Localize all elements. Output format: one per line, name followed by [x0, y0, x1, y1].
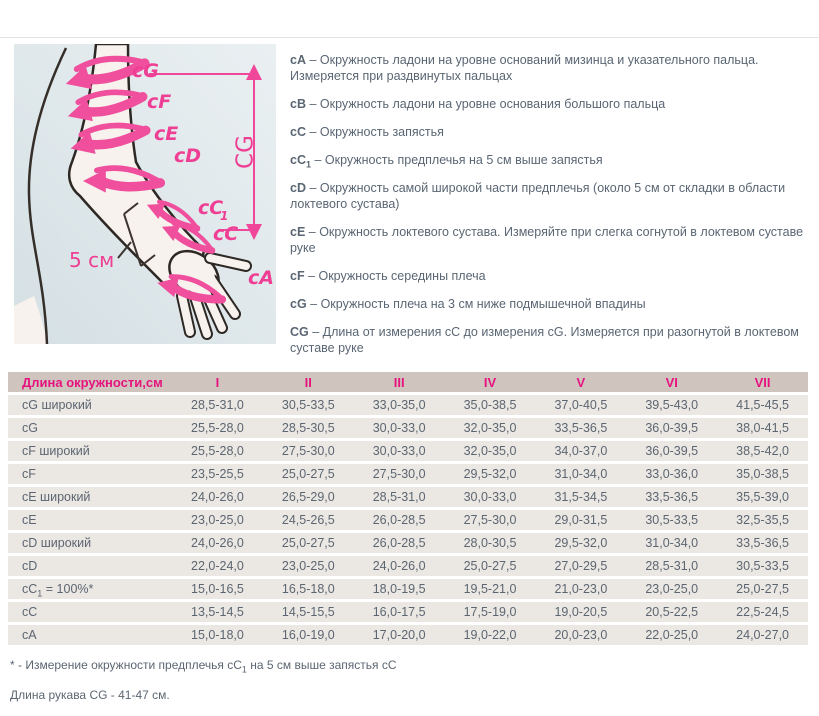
- divider: [0, 37, 819, 38]
- row-label: cF: [22, 467, 36, 481]
- size-cell: 32,0-35,0: [463, 421, 517, 435]
- size-cell: 39,5-43,0: [645, 398, 699, 412]
- size-column-header: VI: [665, 374, 678, 390]
- size-cell: 38,5-42,0: [736, 444, 789, 458]
- label-cg: cG: [132, 60, 159, 82]
- measurement-description: cA – Окружность ладони на уровне оснований мизинца и указательного пальца. Измеряется при раздвинутых пальцах: [290, 53, 759, 83]
- table-row: [8, 487, 808, 507]
- row-label: cG широкий: [22, 398, 92, 412]
- size-cell: 23,0-25,0: [645, 582, 699, 596]
- size-cell: 27,5-30,0: [372, 467, 426, 481]
- size-column-header: V: [576, 374, 586, 390]
- label-cf: cF: [147, 91, 172, 113]
- measurement-description: CG – Длина от измерения сС до измерения сG. Измеряется при разогнутой в локтевом суставе руке: [290, 325, 799, 355]
- measurement-description: $cC_1$ – Окружность предплечья на 5 см выше запястья: [290, 153, 603, 170]
- size-cell: 32,0-35,0: [463, 444, 517, 458]
- size-cell: 19,5-21,0: [463, 582, 517, 596]
- size-cell: 41,5-45,5: [736, 398, 789, 412]
- size-column-header: II: [304, 374, 312, 390]
- row-label: $cC_1 = 100\%*$: [22, 582, 94, 599]
- size-cell: 22,0-25,0: [645, 628, 699, 642]
- footnote-asterisk-text: * - Измерение окружности предплечья сС: [10, 658, 242, 672]
- size-cell: 22,0-24,0: [191, 559, 244, 573]
- table-row: [8, 533, 808, 553]
- measurement-description: cD – Окружность самой широкой части предплечья (около 5 см от складки в области локтевого сустава): [290, 181, 786, 211]
- size-cell: 27,5-30,0: [281, 444, 335, 458]
- size-cell: 25,0-27,5: [463, 559, 517, 573]
- size-cell: 24,0-26,0: [372, 559, 426, 573]
- size-cell: 30,0-33,0: [372, 421, 426, 435]
- size-column-header: IV: [483, 374, 497, 390]
- measurement-description: cE – Окружность локтевого сустава. Измеряйте при слегка согнутой в локтевом суставе руке: [290, 225, 804, 255]
- table-row: [8, 625, 808, 645]
- footnote-asterisk-text2: на 5 см выше запястья сС: [246, 658, 397, 672]
- size-column-header: VII: [754, 374, 771, 390]
- size-cell: 14,5-15,5: [281, 605, 335, 619]
- five-cm-label: 5 см: [69, 248, 115, 272]
- label-ce: cE: [154, 123, 179, 145]
- size-cell: 16,5-18,0: [281, 582, 335, 596]
- footnote-asterisk-sub: 1: [241, 664, 247, 675]
- measurement-term: CG: [290, 325, 309, 339]
- size-cell: 22,5-24,5: [736, 605, 789, 619]
- size-cell: 26,5-29,0: [281, 490, 335, 504]
- table-row: [8, 510, 808, 530]
- measurement-description: cG – Окружность плеча на 3 см ниже подмышечной впадины: [290, 297, 646, 311]
- row-label: cD: [22, 559, 38, 573]
- size-cell: 31,0-34,0: [645, 536, 699, 550]
- size-cell: 20,0-23,0: [554, 628, 608, 642]
- size-cell: 29,5-32,0: [554, 536, 608, 550]
- size-cell: 19,0-22,0: [463, 628, 517, 642]
- size-cell: 25,0-27,5: [281, 467, 335, 481]
- table-header-row: [8, 372, 808, 392]
- size-cell: 25,0-27,5: [736, 582, 789, 596]
- size-cell: 25,5-28,0: [191, 421, 244, 435]
- size-cell: 20,5-22,5: [645, 605, 699, 619]
- size-cell: 27,5-30,0: [463, 513, 517, 527]
- cg-length-label: CG: [232, 135, 259, 169]
- arm-measurement-diagram: [14, 44, 276, 344]
- size-cell: 33,0-36,0: [645, 467, 699, 481]
- size-cell: 28,0-30,5: [463, 536, 517, 550]
- row-label: cG: [22, 421, 38, 435]
- label-cc1: cC: [198, 197, 224, 219]
- size-cell: 28,5-31,0: [191, 398, 244, 412]
- size-cell: 17,5-19,0: [463, 605, 517, 619]
- row-label: cA: [22, 628, 37, 642]
- size-cell: 18,0-19,5: [372, 582, 426, 596]
- measurement-term: cE: [290, 225, 306, 239]
- measurement-description: cF – Окружность середины плеча: [290, 269, 486, 283]
- size-cell: 23,5-25,5: [191, 467, 244, 481]
- row-label: cC: [22, 605, 38, 619]
- size-cell: 28,5-30,5: [281, 421, 335, 435]
- label-ca: cA: [248, 267, 274, 289]
- table-row: [8, 464, 808, 484]
- size-cell: 15,0-16,5: [191, 582, 244, 596]
- size-column-header: I: [215, 374, 220, 390]
- measurement-term: cC: [290, 125, 306, 139]
- size-cell: 30,0-33,0: [372, 444, 426, 458]
- measurement-term: cD: [290, 181, 306, 195]
- size-cell: 30,5-33,5: [736, 559, 789, 573]
- measurement-term: $cC_1$: [290, 153, 311, 170]
- measurement-descriptions: [290, 52, 812, 368]
- table-row: [8, 602, 808, 622]
- size-cell: 24,0-26,0: [191, 490, 244, 504]
- size-cell: 21,0-23,0: [554, 582, 608, 596]
- size-cell: 24,5-26,5: [281, 513, 335, 527]
- size-cell: 31,5-34,5: [554, 490, 608, 504]
- size-cell: 15,0-18,0: [191, 628, 244, 642]
- size-cell: 13,5-14,5: [191, 605, 244, 619]
- size-cell: 34,0-37,0: [554, 444, 608, 458]
- label-cc1-sub: 1: [220, 209, 229, 223]
- table-header-label: Длина окружности,см: [22, 374, 163, 390]
- size-cell: 35,5-39,0: [736, 490, 789, 504]
- size-cell: 24,0-26,0: [191, 536, 244, 550]
- measurement-term: cF: [290, 269, 305, 283]
- size-cell: 17,0-20,0: [372, 628, 426, 642]
- table-row: [8, 418, 808, 438]
- size-cell: 30,5-33,5: [645, 513, 699, 527]
- label-cc: cC: [213, 223, 239, 245]
- table-row: [8, 579, 808, 599]
- size-cell: 33,5-36,5: [645, 490, 699, 504]
- label-cd: cD: [174, 145, 202, 167]
- measurement-description: cB – Окружность ладони на уровне основания большого пальца: [290, 97, 666, 111]
- size-cell: 27,0-29,5: [554, 559, 608, 573]
- measurement-description: cC – Окружность запястья: [290, 125, 444, 139]
- size-cell: 37,0-40,5: [554, 398, 608, 412]
- size-cell: 16,0-19,0: [281, 628, 335, 642]
- footnote-sleeve-length: Длина рукава CG - 41-47 см.: [10, 688, 170, 702]
- size-cell: 23,0-25,0: [191, 513, 244, 527]
- size-cell: 38,0-41,5: [736, 421, 789, 435]
- size-cell: 24,0-27,0: [736, 628, 789, 642]
- measurement-term: cB: [290, 97, 306, 111]
- size-cell: 29,0-31,5: [554, 513, 608, 527]
- size-cell: 23,0-25,0: [281, 559, 335, 573]
- size-table: [8, 372, 808, 648]
- measurement-term: cA: [290, 53, 306, 67]
- size-cell: 30,5-33,5: [281, 398, 335, 412]
- size-cell: 33,5-36,5: [736, 536, 789, 550]
- table-row: [8, 441, 808, 461]
- size-cell: 25,5-28,0: [191, 444, 244, 458]
- size-cell: 16,0-17,5: [372, 605, 426, 619]
- size-cell: 19,0-20,5: [554, 605, 608, 619]
- row-label: cF широкий: [22, 444, 90, 458]
- size-cell: 32,5-35,5: [736, 513, 789, 527]
- measurement-term: cG: [290, 297, 307, 311]
- table-row: [8, 395, 808, 415]
- size-cell: 25,0-27,5: [281, 536, 335, 550]
- size-cell: 26,0-28,5: [372, 536, 426, 550]
- size-column-header: III: [393, 374, 405, 390]
- footnote-asterisk: [10, 658, 397, 675]
- size-cell: 28,5-31,0: [372, 490, 426, 504]
- size-cell: 36,0-39,5: [645, 444, 699, 458]
- size-cell: 33,5-36,5: [554, 421, 608, 435]
- row-label: cE: [22, 513, 37, 527]
- size-cell: 26,0-28,5: [372, 513, 426, 527]
- size-cell: 36,0-39,5: [645, 421, 699, 435]
- size-cell: 29,5-32,0: [463, 467, 517, 481]
- table-row: [8, 556, 808, 576]
- size-cell: 35,0-38,5: [736, 467, 789, 481]
- size-cell: 33,0-35,0: [372, 398, 426, 412]
- size-cell: 28,5-31,0: [645, 559, 699, 573]
- row-label: cE широкий: [22, 490, 91, 504]
- row-label: cD широкий: [22, 536, 92, 550]
- size-cell: 31,0-34,0: [554, 467, 608, 481]
- size-cell: 30,0-33,0: [463, 490, 517, 504]
- size-cell: 35,0-38,5: [463, 398, 517, 412]
